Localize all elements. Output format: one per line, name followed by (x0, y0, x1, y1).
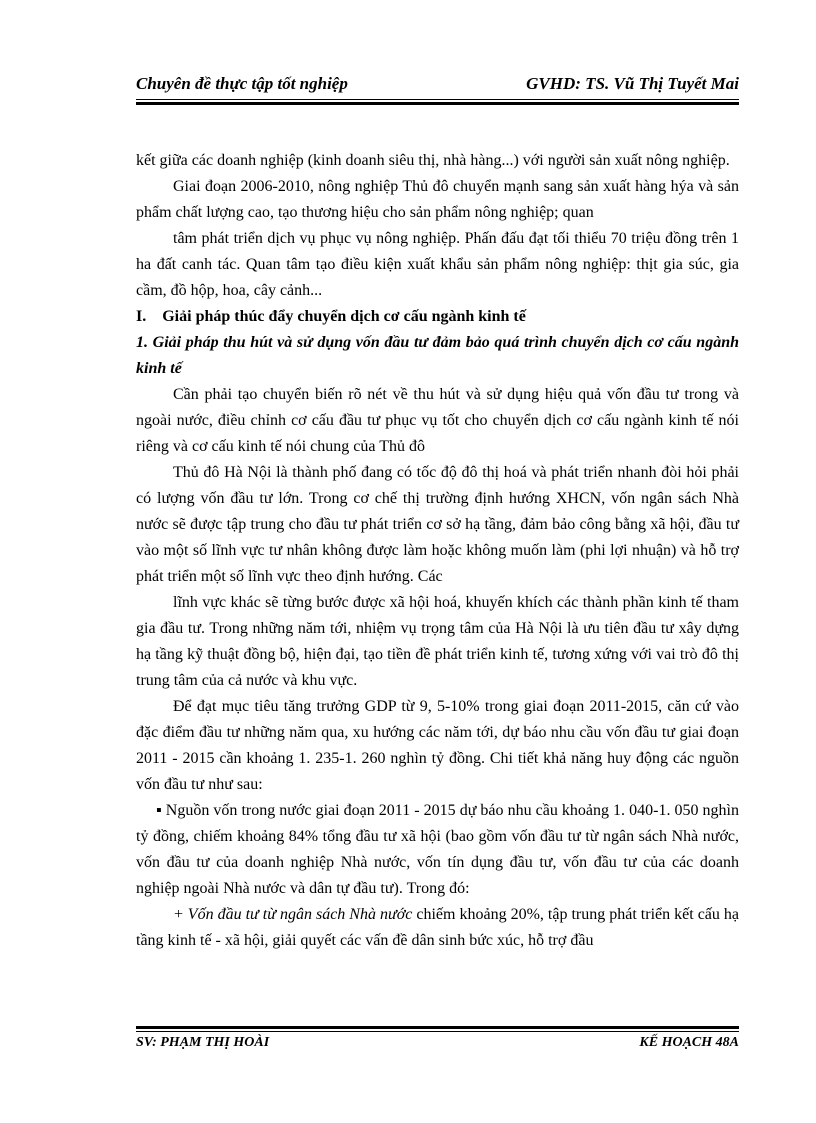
subsection-heading: 1. Giải pháp thu hút và sử dụng vốn đầu tư đảm bảo quá trình chuyển dịch cơ cấu ngành kinh tế (136, 334, 739, 377)
paragraph: Giai đoạn 2006-2010, nông nghiệp Thủ đô chuyển mạnh sang sản xuất hàng hýa và sản phẩm chất lượng cao, tạo thương hiệu cho sản phẩm nông nghiệp; quan (136, 178, 739, 221)
footer-class: KẾ HOẠCH 48A (639, 1035, 739, 1050)
bullet-item (136, 798, 739, 902)
header-rule-thick (136, 102, 739, 105)
page-footer (136, 1035, 739, 1057)
paragraph: Để đạt mục tiêu tăng trưởng GDP từ 9, 5-10% trong giai đoạn 2011-2015, căn cứ vào đặc điểm đầu tư những năm qua, xu hướng các năm tới, dự báo nhu cầu vốn đầu tư giai đoạn 2011 - 2015 cần khoảng 1. 235-1. 260 nghìn tỷ đồng. Chi tiết khả năng huy động các nguồn vốn đầu tư như sau: (136, 698, 739, 793)
bullet-marker: ▪ (156, 802, 162, 819)
sub-paragraph-text: chiếm khoảng 20%, tập trung phát triển kết cấu hạ tầng kinh tế - xã hội, giải quyết các vấn đề dân sinh bức xúc, hỗ trợ đầu (136, 906, 740, 949)
footer-rule-thick (136, 1026, 739, 1029)
page-body (136, 148, 739, 954)
bullet-text: Nguồn vốn trong nước giai đoạn 2011 - 2015 dự báo nhu cầu khoảng 1. 040-1. 050 nghìn tỷ đồng, chiếm khoảng 84% tổng đầu tư xã hội (bao gồm vốn đầu tư từ ngân sách Nhà nước, vốn đầu tư của doanh nghiệp Nhà nước, vốn tín dụng đầu tư, vốn đầu tư của các doanh nghiệp ngoài Nhà nước và dân tự đầu tư). Trong đó: (136, 802, 740, 897)
paragraph: lĩnh vực khác sẽ từng bước được xã hội hoá, khuyến khích các thành phần kinh tế tham gia đầu tư. Trong những năm tới, nhiệm vụ trọng tâm của Hà Nội là ưu tiên đầu tư xây dựng hạ tầng kỹ thuật đồng bộ, hiện đại, tạo tiền đề phát triển kinh tế, tương xứng với vai trò đô thị trung tâm của cả nước và khu vực. (136, 594, 739, 689)
sub-paragraph (136, 902, 739, 954)
paragraph: Thủ đô Hà Nội là thành phố đang có tốc độ đô thị hoá và phát triển nhanh đòi hỏi phải có lượng vốn đầu tư lớn. Trong cơ chế thị trường định hướng XHCN, vốn ngân sách Nhà nước sẽ được tập trung cho đầu tư phát triển cơ sở hạ tầng, đảm bảo công bằng xã hội, đầu tư vào một số lĩnh vực tư nhân không được làm hoặc không muốn làm (phi lợi nhuận) và hỗ trợ phát triển một số lĩnh vực theo định hướng. Các (136, 464, 739, 585)
paragraph: Cần phải tạo chuyển biến rõ nét về thu hút và sử dụng hiệu quả vốn đầu tư trong và ngoài nước, điều chỉnh cơ cấu đầu tư phục vụ tốt cho chuyển dịch cơ cấu ngành kinh tế nói riêng và cơ cấu kinh tế nói chung của Thủ đô (136, 386, 739, 455)
header-course-title: Chuyên đề thực tập tốt nghiệp (136, 74, 348, 93)
footer-student: SV: PHẠM THỊ HOÀI (136, 1035, 270, 1050)
section-heading: I. Giải pháp thúc đẩy chuyển dịch cơ cấu ngành kinh tế (136, 308, 526, 325)
paragraph: tâm phát triển dịch vụ phục vụ nông nghiệp. Phấn đấu đạt tối thiểu 70 triệu đồng trên 1 ha đất canh tác. Quan tâm tạo điều kiện xuất khẩu sản phẩm nông nghiệp: thịt gia súc, gia cầm, đồ hộp, hoa, cây cảnh... (136, 230, 739, 299)
footer-rule-thin (136, 1031, 739, 1032)
header-rule-thin (136, 99, 739, 100)
sub-paragraph-title: + Vốn đầu tư từ ngân sách Nhà nước (173, 906, 413, 923)
header-supervisor: GVHD: TS. Vũ Thị Tuyết Mai (526, 74, 739, 93)
page-header (136, 74, 739, 96)
paragraph: kết giữa các doanh nghiệp (kinh doanh siêu thị, nhà hàng...) với người sản xuất nông nghiệp. (136, 152, 730, 169)
